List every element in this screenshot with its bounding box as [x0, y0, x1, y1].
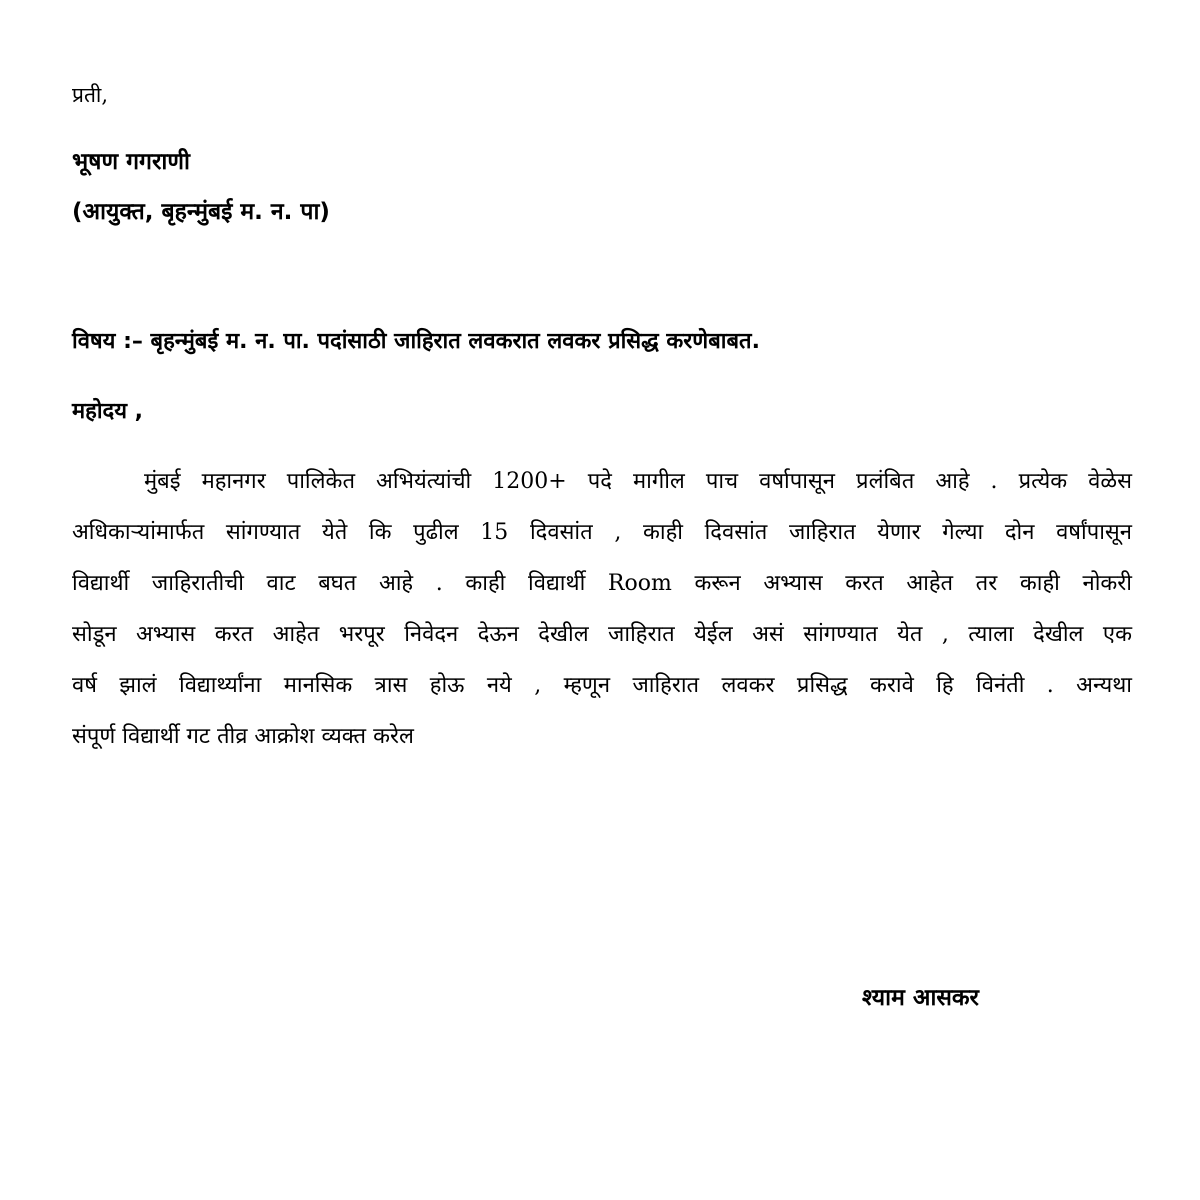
greeting: महोदय ,: [72, 399, 143, 424]
signature: श्याम आसकर: [862, 985, 979, 1011]
body-line: सोडून अभ्यास करत आहेत भरपूर निवेदन देऊन देखील जाहिरात येईल असं सांगण्यात येत , त्याला देखील एक: [72, 622, 1132, 647]
body-line: वर्ष झालं विद्यार्थ्यांना मानसिक त्रास होऊ नये , म्हणून जाहिरात लवकर प्रसिद्ध करावे हि विनंती . अन्यथा: [72, 673, 1132, 698]
body-line: मुंबई महानगर पालिकेत अभियंत्यांची 1200+ पदे मागील पाच वर्षापासून प्रलंबित आहे . प्रत्येक वेळेस: [144, 469, 1132, 494]
letter-body: [72, 460, 1132, 766]
body-line: संपूर्ण विद्यार्थी गट तीव्र आक्रोश व्यक्त करेल: [72, 724, 414, 749]
subject-line: विषय :– बृहन्मुंबई म. न. पा. पदांसाठी जाहिरात लवकरात लवकर प्रसिद्ध करणेबाबत.: [72, 329, 760, 354]
body-line: अधिकाऱ्यांमार्फत सांगण्यात येते कि पुढील 15 दिवसांत , काही दिवसांत जाहिरात येणार गेल्या दोन वर्षांपासून: [72, 520, 1132, 545]
recipient-name: भूषण गगराणी: [72, 149, 190, 175]
salutation-to: प्रती,: [72, 83, 109, 107]
body-line: विद्यार्थी जाहिरातीची वाट बघत आहे . काही विद्यार्थी Room करून अभ्यास करत आहेत तर काही नोकरी: [72, 571, 1132, 596]
recipient-title: (आयुक्त, बृहन्मुंबई म. न. पा): [72, 199, 330, 225]
